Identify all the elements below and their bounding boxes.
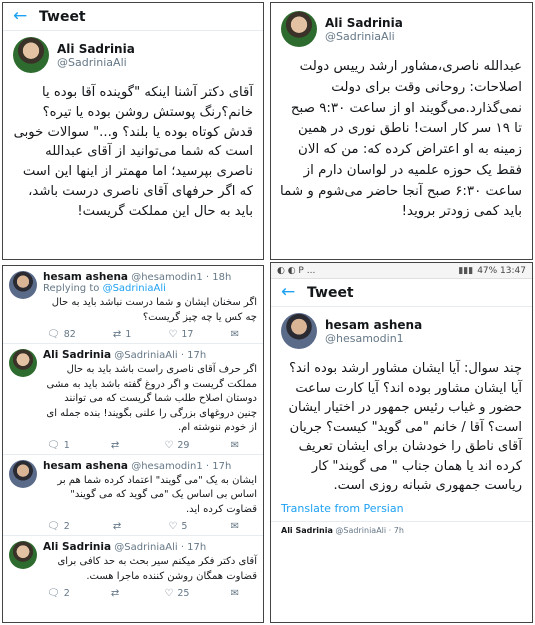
tweet-author[interactable] [3, 31, 263, 79]
reply-count: 82 [63, 329, 76, 340]
tweet-actions [43, 584, 257, 599]
reply-item[interactable] [3, 455, 263, 537]
like-count: 17 [181, 329, 194, 340]
share-button[interactable] [231, 588, 239, 599]
reply-text: آقای دکتر فکر میکنم سیر بحث به حد کافی برای قضاوت همگان روشن کننده ماجرا هست. [57, 556, 257, 582]
avatar[interactable] [281, 11, 317, 47]
avatar[interactable] [9, 349, 37, 377]
share-icon: ✉ [230, 521, 239, 532]
tweet-text: چند سوال: آیا ایشان مشاور ارشد بوده اند؟ آیا ایشان مشاور بوده اند؟ آیا کارت ساعت حضور و غیاب رئیس جمهور در اختیار ایشان است؟ آقا / خانم "می گوید" کیست؟ جریان آقای ناطق را خودشان برای ایشان تعریف کرده اند یا همان جناب " می گویند" کار ریاست جمهوری شبانه روزی است. [288, 361, 522, 493]
reply-icon: 🗨 [47, 588, 60, 599]
reply-item[interactable] [3, 266, 263, 344]
like-count: 29 [177, 439, 190, 451]
reply-count: 2 [63, 521, 70, 532]
tweet-text: عبدالله ناصری،مشاور ارشد رییس دولت اصلاحات: روحانی وقت برای دولت نمی‌گذارد.می‌گویند او از ساعت ۹:۳۰ صبح تا ۱۹ سر کار است! ناطق نوری در همین زمینه به او اعتراض کرده که: من که الان فقط یک حوزه علمیه در لواسان دارم از ساعت ۶:۳۰ صبح آنجا حاضر می‌شوم و شما باید کمی زودتر بروید! [280, 59, 522, 220]
tweet-author[interactable] [271, 3, 532, 53]
like-button[interactable] [164, 440, 189, 451]
status-left: ◐ ◐ P ... [277, 265, 316, 276]
retweet-button[interactable] [113, 521, 125, 532]
reply-count: 2 [63, 588, 70, 599]
reply-button[interactable] [47, 588, 70, 599]
reply-item[interactable] [3, 344, 263, 455]
next-tweet-handle: @SadriniaAli · 7h [335, 525, 404, 535]
back-arrow-icon[interactable]: ← [281, 282, 296, 302]
share-button[interactable] [231, 440, 239, 451]
reply-item[interactable] [3, 536, 263, 602]
author-handle[interactable]: @SadriniaAli [57, 55, 127, 69]
tweet-author[interactable] [271, 307, 532, 355]
avatar[interactable] [13, 37, 49, 73]
avatar[interactable] [9, 460, 37, 488]
retweet-icon: ⇄ [112, 329, 122, 340]
share-button[interactable] [231, 329, 239, 340]
retweet-button[interactable] [111, 440, 123, 451]
reply-header [43, 541, 257, 553]
status-right [458, 266, 526, 276]
reply-icon: 🗨 [47, 439, 60, 451]
heart-icon: ♡ [168, 329, 178, 340]
retweet-button[interactable] [111, 588, 123, 599]
retweet-icon: ⇄ [110, 588, 120, 599]
translate-link[interactable]: Translate from Persian [281, 501, 404, 515]
tweet-panel-ali-sadrinia-1 [2, 2, 264, 260]
reply-author-handle: @SadriniaAli · 17h [114, 542, 207, 553]
avatar[interactable] [281, 313, 317, 349]
phone-status-bar [271, 263, 532, 279]
header-title: Tweet [307, 284, 354, 301]
tweet-actions [43, 517, 257, 532]
like-count: 25 [177, 588, 190, 599]
tweet-text: آقای دکتر آشنا اینکه "گوینده آقا بوده یا خانم؟رنگ پوستش روشن بوده یا تیره؟ قدش کوتاه بوده یا بلند؟ و..." سوالات خوبی است که شما می‌توانید از آقای عبدالله ناصری بپرسید؛ اما مهمتر از اینها این است که اگر حرفهای آقای ناصری درست باشد، باید به حال این مملکت گریست! [13, 85, 253, 219]
tweet-header [3, 3, 263, 31]
reply-button[interactable] [47, 521, 70, 532]
heart-icon: ♡ [168, 521, 178, 532]
reply-author-name[interactable]: Ali Sadrinia [43, 541, 112, 553]
tweet-actions [43, 436, 257, 451]
reply-icon: 🗨 [47, 521, 60, 532]
retweet-button[interactable] [113, 329, 131, 340]
reply-author-name[interactable]: hesam ashena [43, 271, 129, 283]
signal-icon: ▮▮▮ [458, 265, 474, 276]
like-button[interactable] [164, 588, 189, 599]
retweet-count: 1 [125, 329, 132, 340]
header-title: Tweet [39, 8, 86, 25]
retweet-icon: ⇄ [112, 521, 122, 532]
reply-header [43, 271, 257, 283]
heart-icon: ♡ [164, 439, 174, 451]
like-button[interactable] [168, 329, 193, 340]
next-tweet-preview[interactable] [271, 521, 532, 539]
like-count: 5 [181, 521, 188, 532]
retweet-icon: ⇄ [110, 439, 120, 451]
reply-text: ایشان به یک "می گویند" اعتماد کرده شما هم بر اساس بی اساس یک "می گوید که می گویند" قضاوت کرده اید. [57, 474, 257, 515]
replying-to [43, 283, 257, 294]
replying-label: Replying to [43, 283, 100, 294]
reply-author-handle: @SadriniaAli · 17h [114, 350, 207, 361]
reply-button[interactable] [47, 440, 70, 451]
author-handle[interactable]: @hesamodin1 [325, 331, 404, 345]
reply-header [43, 349, 257, 361]
share-icon: ✉ [230, 329, 239, 340]
author-handle[interactable]: @SadriniaAli [325, 29, 395, 43]
reply-icon: 🗨 [47, 329, 60, 340]
replies-thread-panel [2, 265, 264, 623]
reply-count: 1 [63, 439, 70, 451]
back-arrow-icon[interactable]: ← [13, 6, 28, 26]
status-clock: 47% 13:47 [477, 265, 526, 276]
reply-text: اگر سخنان ایشان و شما درست نباشد باید به حال چه کس یا چه چیز گریست؟ [51, 297, 257, 323]
author-name[interactable]: hesam ashena [325, 317, 423, 332]
author-name[interactable]: Ali Sadrinia [325, 15, 403, 30]
reply-author-name[interactable]: Ali Sadrinia [43, 349, 112, 361]
replying-mention-link[interactable]: @SadriniaAli [102, 283, 166, 294]
next-tweet-author[interactable]: Ali Sadrinia [281, 525, 333, 535]
share-icon: ✉ [230, 588, 239, 599]
avatar[interactable] [9, 271, 37, 299]
share-button[interactable] [231, 521, 239, 532]
author-name[interactable]: Ali Sadrinia [57, 41, 135, 56]
heart-icon: ♡ [164, 588, 174, 599]
reply-text: اگر حرف آقای ناصری راست باشد باید به حال مملکت گریست و اگر دروغ گفته باشد باید به مشی دوستان اصلاح طلب شما گریست که می توانند چنین دروغهای بزرگی را علنی بگویند! بنده جمله ای از خودم ننوشته ام. [46, 364, 257, 433]
reply-author-name[interactable]: hesam ashena [43, 459, 129, 472]
reply-author-handle: @hesamodin1 · 17h [131, 460, 232, 472]
reply-header [43, 460, 257, 472]
reply-button[interactable] [47, 329, 76, 340]
tweet-panel-ali-sadrinia-2 [270, 2, 533, 260]
avatar[interactable] [9, 541, 37, 569]
share-icon: ✉ [230, 439, 239, 451]
tweet-panel-hesam-ashena [270, 262, 533, 623]
tweet-header [271, 279, 532, 307]
reply-author-handle: @hesamodin1 · 18h [131, 272, 232, 283]
like-button[interactable] [168, 521, 187, 532]
tweet-actions [43, 325, 257, 340]
